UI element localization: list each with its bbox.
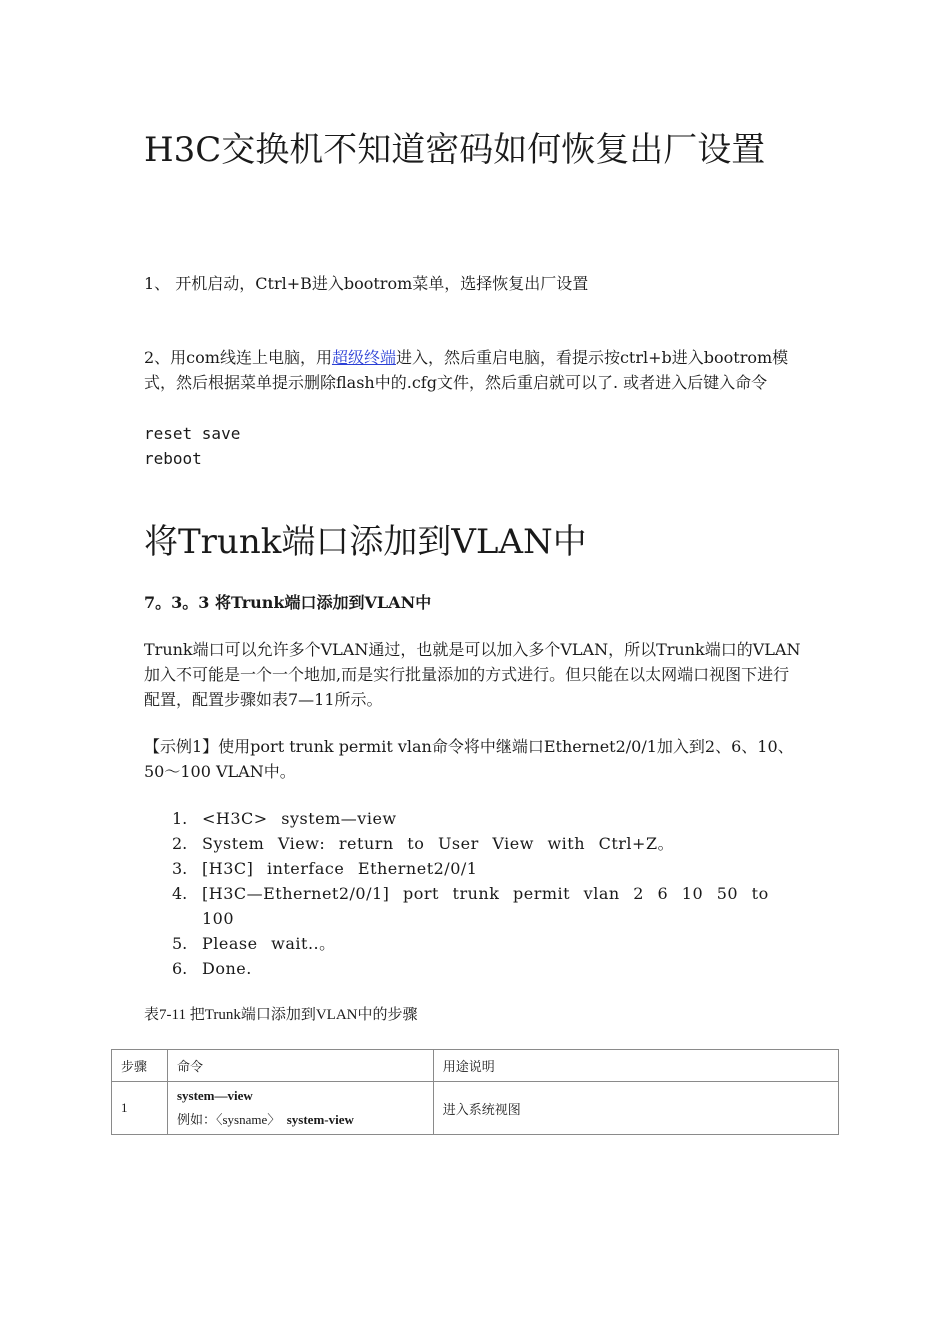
cell-step: 1 xyxy=(112,1082,168,1135)
subsection-heading: 7。3。3 将Trunk端口添加到VLAN中 xyxy=(144,593,432,612)
cell-command xyxy=(167,1082,433,1135)
example-prefix: 例如：〈sysname〉 xyxy=(176,1112,281,1127)
example-paragraph: 【示例1】使用port trunk permit vlan命令将中继端口Ethernet2/0/1加入到2、6、10、50～100 VLAN中。 xyxy=(144,737,794,781)
cell-purpose: 进入系统视图 xyxy=(433,1082,838,1135)
list-item xyxy=(172,881,802,931)
list-number: 1. xyxy=(172,809,188,828)
list-text: [H3C] interface Ethernet2/0/1 xyxy=(202,859,478,878)
list-text: Done. xyxy=(202,959,252,978)
page-title: H3C交换机不知道密码如何恢复出厂设置 xyxy=(144,130,766,170)
section-title: 将Trunk端口添加到VLAN中 xyxy=(144,522,587,562)
example-command: system-view xyxy=(286,1112,354,1127)
list-item xyxy=(172,831,802,856)
table-header-row xyxy=(112,1050,839,1082)
trunk-paragraph: Trunk端口可以允许多个VLAN通过，也就是可以加入多个VLAN，所以Trunk端口的VLAN加入不可能是一个一个地加,而是实行批量添加的方式进行。但只能在以太网端口视图下进行配置，配置步骤如表7—11所示。 xyxy=(144,640,801,709)
command-reboot: reboot xyxy=(144,449,202,468)
list-text: [H3C—Ethernet2/0/1] port trunk permit vlan 2 6 10 50 to 100 xyxy=(202,884,769,928)
example-steps-list xyxy=(172,806,802,981)
list-item xyxy=(172,931,802,956)
table-row xyxy=(112,1082,839,1135)
list-text: <H3C> system—view xyxy=(202,809,397,828)
command-example xyxy=(177,1108,424,1132)
command-reset-save: reset save xyxy=(144,424,241,443)
header-step: 步骤 xyxy=(112,1050,168,1082)
list-number: 3. xyxy=(172,859,188,878)
list-text: System View: return to User View with Ctrl+Z。 xyxy=(202,834,675,853)
table-caption: 表7-11 把Trunk端口添加到VLAN中的步骤 xyxy=(144,1007,418,1023)
command-name: system—view xyxy=(176,1088,253,1103)
list-number: 2. xyxy=(172,834,188,853)
list-number: 4. xyxy=(172,884,188,903)
list-item xyxy=(172,956,802,981)
step-2-suffix: 进入，然后重启电脑，看提示按ctrl+b进入bootrom模式，然后根据菜单提示删除flash中的.cfg文件，然后重启就可以了. 或者进入后键入命令 xyxy=(144,348,789,392)
step-2-paragraph xyxy=(144,345,804,395)
list-number: 6. xyxy=(172,959,188,978)
header-command: 命令 xyxy=(167,1050,433,1082)
list-item xyxy=(172,806,802,831)
step-1-text: 1、 开机启动，Ctrl+B进入bootrom菜单，选择恢复出厂设置 xyxy=(144,274,589,293)
header-purpose: 用途说明 xyxy=(433,1050,838,1082)
list-text: Please wait..。 xyxy=(202,934,336,953)
list-item xyxy=(172,856,802,881)
steps-table xyxy=(111,1049,839,1135)
step-2-prefix: 2、用com线连上电脑，用 xyxy=(144,348,332,367)
hyperterminal-link[interactable]: 超级终端 xyxy=(331,348,396,367)
list-number: 5. xyxy=(172,934,188,953)
